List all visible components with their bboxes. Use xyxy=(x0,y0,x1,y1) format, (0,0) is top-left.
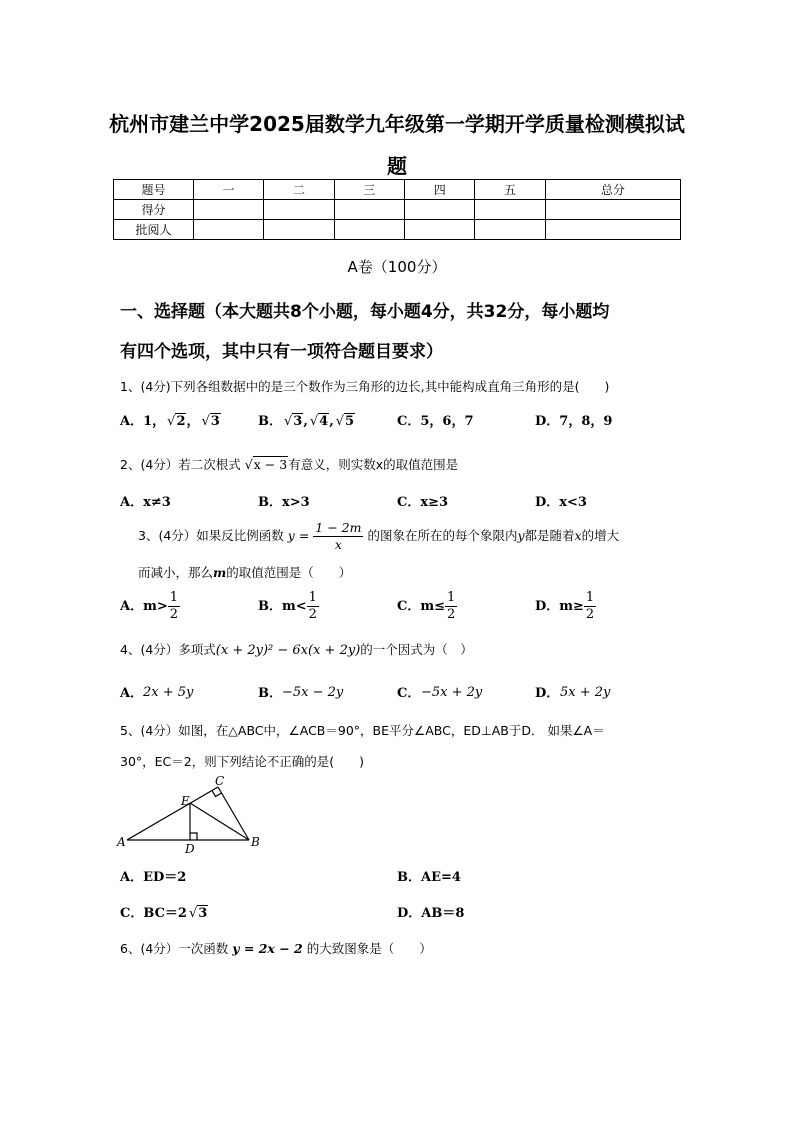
fraction-denominator: 2 xyxy=(447,607,456,622)
question-1-text: 1、(4分)下列各组数据中的是三个数作为三角形的边长,其中能构成直角三角形的是( ) xyxy=(120,379,610,394)
segment-eb xyxy=(190,803,249,840)
fraction-numerator: 1 xyxy=(447,590,456,605)
fraction xyxy=(584,590,596,623)
q1-option-c: C．5，6，7 xyxy=(397,414,474,429)
question-text: 都是随着 xyxy=(524,528,575,543)
fraction-numerator: 1 xyxy=(308,590,317,605)
question-text: 的大致图象是（ ） xyxy=(306,941,432,956)
fraction-numerator: 1 xyxy=(585,590,595,605)
score-cell xyxy=(405,220,475,240)
fraction-denominator: 2 xyxy=(308,607,317,622)
question-text: 的取值范围是（ ） xyxy=(226,565,352,580)
question-2-text xyxy=(120,455,458,473)
math-expr: (x + 2y)² − 6x(x + 2y) xyxy=(215,643,361,658)
q5-option-b: B．AE=4 xyxy=(397,870,461,885)
option-label: A．m> xyxy=(120,599,168,614)
label-d: D xyxy=(185,842,195,855)
segment-ac xyxy=(127,787,218,840)
q1-option-d: D．7，8，9 xyxy=(535,414,613,429)
question-5-text-continued: 30°，EC＝2，则下列结论不正确的是( ) xyxy=(120,754,364,769)
q4-option-c xyxy=(397,682,420,701)
q4-option-d xyxy=(535,682,559,701)
table-row-label: 得分 xyxy=(114,200,194,220)
question-text: 而减小，那么 xyxy=(138,565,214,580)
table-header-cell: 总分 xyxy=(545,180,680,200)
q2-option-d: D．x<3 xyxy=(535,495,587,510)
radical: √ 2 xyxy=(175,413,186,429)
label-e: E xyxy=(181,794,190,808)
question-4-text xyxy=(120,640,473,658)
table-row xyxy=(114,220,681,240)
score-table xyxy=(113,179,681,240)
score-cell xyxy=(264,220,334,240)
score-cell xyxy=(545,200,680,220)
q4-option-d-expr: 5x + 2y xyxy=(560,685,611,700)
fraction xyxy=(168,590,180,623)
q5-option-c xyxy=(120,902,208,921)
math-var: x xyxy=(574,528,582,543)
fraction xyxy=(313,520,363,553)
score-cell xyxy=(475,220,545,240)
radical: √ x − 3 xyxy=(253,456,288,472)
section-heading-continued: 有四个选项，其中只有一项符合题目要求） xyxy=(120,342,443,362)
score-cell xyxy=(545,220,680,240)
option-label: B．m< xyxy=(258,599,307,614)
score-cell xyxy=(264,200,334,220)
table-header-cell: 五 xyxy=(475,180,545,200)
fraction xyxy=(445,590,457,623)
option-label: C．BC＝2 xyxy=(120,906,187,921)
q4-option-b-expr: −5x − 2y xyxy=(282,685,344,700)
q5-option-d: D．AB＝8 xyxy=(397,906,465,921)
question-text: 3、(4分）如果反比例函数 xyxy=(138,528,284,543)
score-cell xyxy=(334,220,404,240)
q4-option-a xyxy=(120,682,143,701)
fraction-denominator: 2 xyxy=(585,607,595,622)
q3-option-d xyxy=(535,590,596,623)
option-label: A． xyxy=(120,686,144,701)
score-cell xyxy=(334,200,404,220)
q3-option-b xyxy=(258,590,319,623)
label-a: A xyxy=(117,835,126,849)
table-header-cell: 三 xyxy=(334,180,404,200)
question-text: 的一个因式为（ ） xyxy=(360,642,473,657)
fraction-denominator: x xyxy=(334,537,342,552)
option-label: C．m≤ xyxy=(397,599,445,614)
table-header-cell: 四 xyxy=(405,180,475,200)
q2-option-a: A．x≠3 xyxy=(120,495,171,510)
fraction-numerator: 1 xyxy=(169,590,179,605)
option-label: C． xyxy=(397,686,421,701)
q2-option-b: B．x>3 xyxy=(258,495,310,510)
score-cell xyxy=(405,200,475,220)
table-row xyxy=(114,180,681,200)
right-angle-d xyxy=(190,833,197,840)
question-text: 4、(4分）多项式 xyxy=(120,642,216,657)
segment-cb xyxy=(218,787,249,840)
option-label: B． xyxy=(258,686,282,701)
table-row-label: 批阅人 xyxy=(114,220,194,240)
q1-option-a: A．1，√ 2，√ 3 xyxy=(120,410,221,429)
question-text: 有意义，则实数x的取值范围是 xyxy=(288,457,459,472)
question-3-text xyxy=(138,520,619,553)
q4-option-c-expr: −5x + 2y xyxy=(421,685,483,700)
label-c: C xyxy=(215,775,225,788)
q5-option-a: A．ED＝2 xyxy=(120,870,187,885)
q3-option-a xyxy=(120,590,180,623)
table-row xyxy=(114,200,681,220)
fraction-denominator: 2 xyxy=(169,607,179,622)
page-title: 杭州市建兰中学2025届数学九年级第一学期开学质量检测模拟试 xyxy=(109,112,685,136)
score-cell xyxy=(475,200,545,220)
radical: √ 4 xyxy=(318,413,329,429)
q1-option-b: B．√ 3,√ 4,√ 5 xyxy=(258,410,355,429)
question-text: 2、(4分）若二次根式 xyxy=(120,457,241,472)
option-label: B． xyxy=(258,414,282,429)
option-label: A．1， xyxy=(120,414,166,429)
table-header-cell: 题号 xyxy=(114,180,194,200)
label-b: B xyxy=(251,835,260,849)
score-cell xyxy=(194,200,264,220)
volume-heading: A卷（100分） xyxy=(347,258,447,276)
option-label: D．m≥ xyxy=(535,599,584,614)
radical: √ 3 xyxy=(210,413,221,429)
section-heading: 一、选择题（本大题共8个小题，每小题4分，共32分，每小题均 xyxy=(120,302,610,322)
question-3-text-continued xyxy=(138,563,351,581)
radical: √ 3 xyxy=(292,413,303,429)
question-5-text: 5、(4分）如图，在△ABC中，∠ACB＝90°，BE平分∠ABC，ED⊥AB于D． 如果∠A＝ xyxy=(120,723,605,738)
math-expr: y = xyxy=(287,528,310,543)
table-header-cell: 一 xyxy=(194,180,264,200)
radical: √ 3 xyxy=(197,905,208,921)
fraction xyxy=(307,590,319,623)
question-6-text xyxy=(120,939,432,957)
q2-option-c: C．x≥3 xyxy=(397,495,449,510)
fraction-numerator: 1 − 2m xyxy=(315,520,362,535)
math-var: m xyxy=(213,565,227,580)
math-expr: y = 2x − 2 xyxy=(232,941,303,956)
q3-option-c xyxy=(397,590,457,623)
option-label: D． xyxy=(535,686,560,701)
q4-option-a-expr: 2x + 5y xyxy=(143,685,194,700)
question-text: 的增大 xyxy=(581,528,620,543)
math-var: y xyxy=(517,528,525,543)
page-title-continued: 题 xyxy=(387,154,407,178)
radical: √ 5 xyxy=(344,413,355,429)
triangle-figure xyxy=(115,775,265,855)
score-cell xyxy=(194,220,264,240)
question-text: 的图象在所在的每个象限内 xyxy=(367,528,518,543)
question-text: 6、(4分）一次函数 xyxy=(120,941,229,956)
q4-option-b xyxy=(258,682,282,701)
table-header-cell: 二 xyxy=(264,180,334,200)
